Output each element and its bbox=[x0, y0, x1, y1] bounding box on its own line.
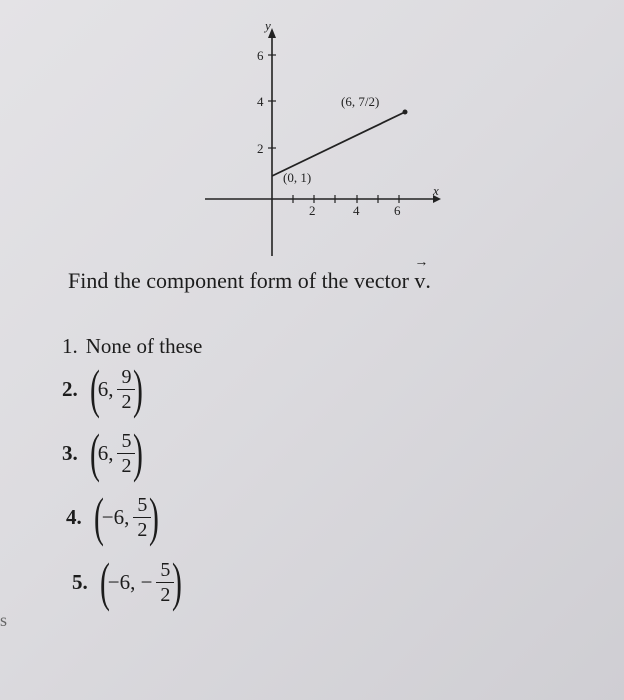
numerator: 5 bbox=[137, 493, 148, 516]
x-tick-label-6: 6 bbox=[394, 203, 401, 218]
y-tick-label-6: 6 bbox=[257, 48, 264, 63]
y-axis-label: y bbox=[265, 18, 271, 33]
choice-2[interactable] bbox=[62, 359, 147, 419]
denominator: 2 bbox=[121, 454, 132, 477]
vector-letter: v bbox=[414, 268, 426, 293]
choice-expression bbox=[98, 431, 136, 476]
x-tick-label-4: 4 bbox=[353, 203, 360, 218]
x-tick-label-2: 2 bbox=[309, 203, 316, 218]
choice-number: 5. bbox=[72, 569, 88, 594]
corner-mark: s bbox=[0, 610, 8, 630]
vector-symbol bbox=[414, 255, 429, 294]
vector-arrow: → bbox=[414, 255, 429, 270]
vector-segment bbox=[272, 112, 405, 176]
denominator: 2 bbox=[137, 518, 148, 541]
vector-end-point bbox=[403, 110, 408, 115]
choice-4[interactable] bbox=[66, 487, 163, 547]
choice-1[interactable] bbox=[62, 334, 202, 359]
denominator: 2 bbox=[121, 390, 132, 413]
x-axis-label: x bbox=[433, 183, 439, 198]
left-paren: ( bbox=[89, 423, 100, 483]
component-x: 6, bbox=[97, 440, 114, 465]
choice-text: None of these bbox=[85, 334, 203, 358]
right-paren: ) bbox=[172, 552, 183, 612]
end-point-label: (6, 7/2) bbox=[341, 94, 380, 109]
choice-expression bbox=[102, 495, 152, 540]
choice-expression bbox=[98, 367, 136, 412]
right-paren: ) bbox=[149, 487, 160, 547]
component-x: −6, bbox=[101, 504, 130, 529]
denominator: 2 bbox=[160, 583, 171, 606]
numerator: 5 bbox=[160, 558, 171, 581]
numerator: 5 bbox=[121, 429, 132, 452]
choice-5[interactable] bbox=[72, 552, 186, 612]
vector-graph bbox=[205, 20, 445, 260]
question-prefix: Find the component form of the vector bbox=[68, 268, 415, 293]
y-tick-label-2: 2 bbox=[257, 141, 264, 156]
numerator: 9 bbox=[121, 365, 132, 388]
left-paren: ( bbox=[89, 359, 100, 419]
choice-3[interactable] bbox=[62, 423, 147, 483]
choice-number: 4. bbox=[66, 504, 82, 529]
right-paren: ) bbox=[133, 423, 144, 483]
component-x: −6, − bbox=[107, 569, 153, 594]
start-point-label: (0, 1) bbox=[283, 170, 312, 185]
left-paren: ( bbox=[93, 487, 104, 547]
right-paren: ) bbox=[133, 359, 144, 419]
graph-svg bbox=[205, 20, 445, 260]
choice-expression bbox=[108, 560, 175, 605]
question-text bbox=[68, 255, 431, 294]
question-suffix: . bbox=[425, 268, 431, 293]
choice-number: 1. bbox=[62, 334, 78, 358]
choice-number: 2. bbox=[62, 376, 78, 401]
choice-number: 3. bbox=[62, 440, 78, 465]
component-x: 6, bbox=[97, 376, 114, 401]
y-tick-label-4: 4 bbox=[257, 94, 264, 109]
left-paren: ( bbox=[99, 552, 110, 612]
